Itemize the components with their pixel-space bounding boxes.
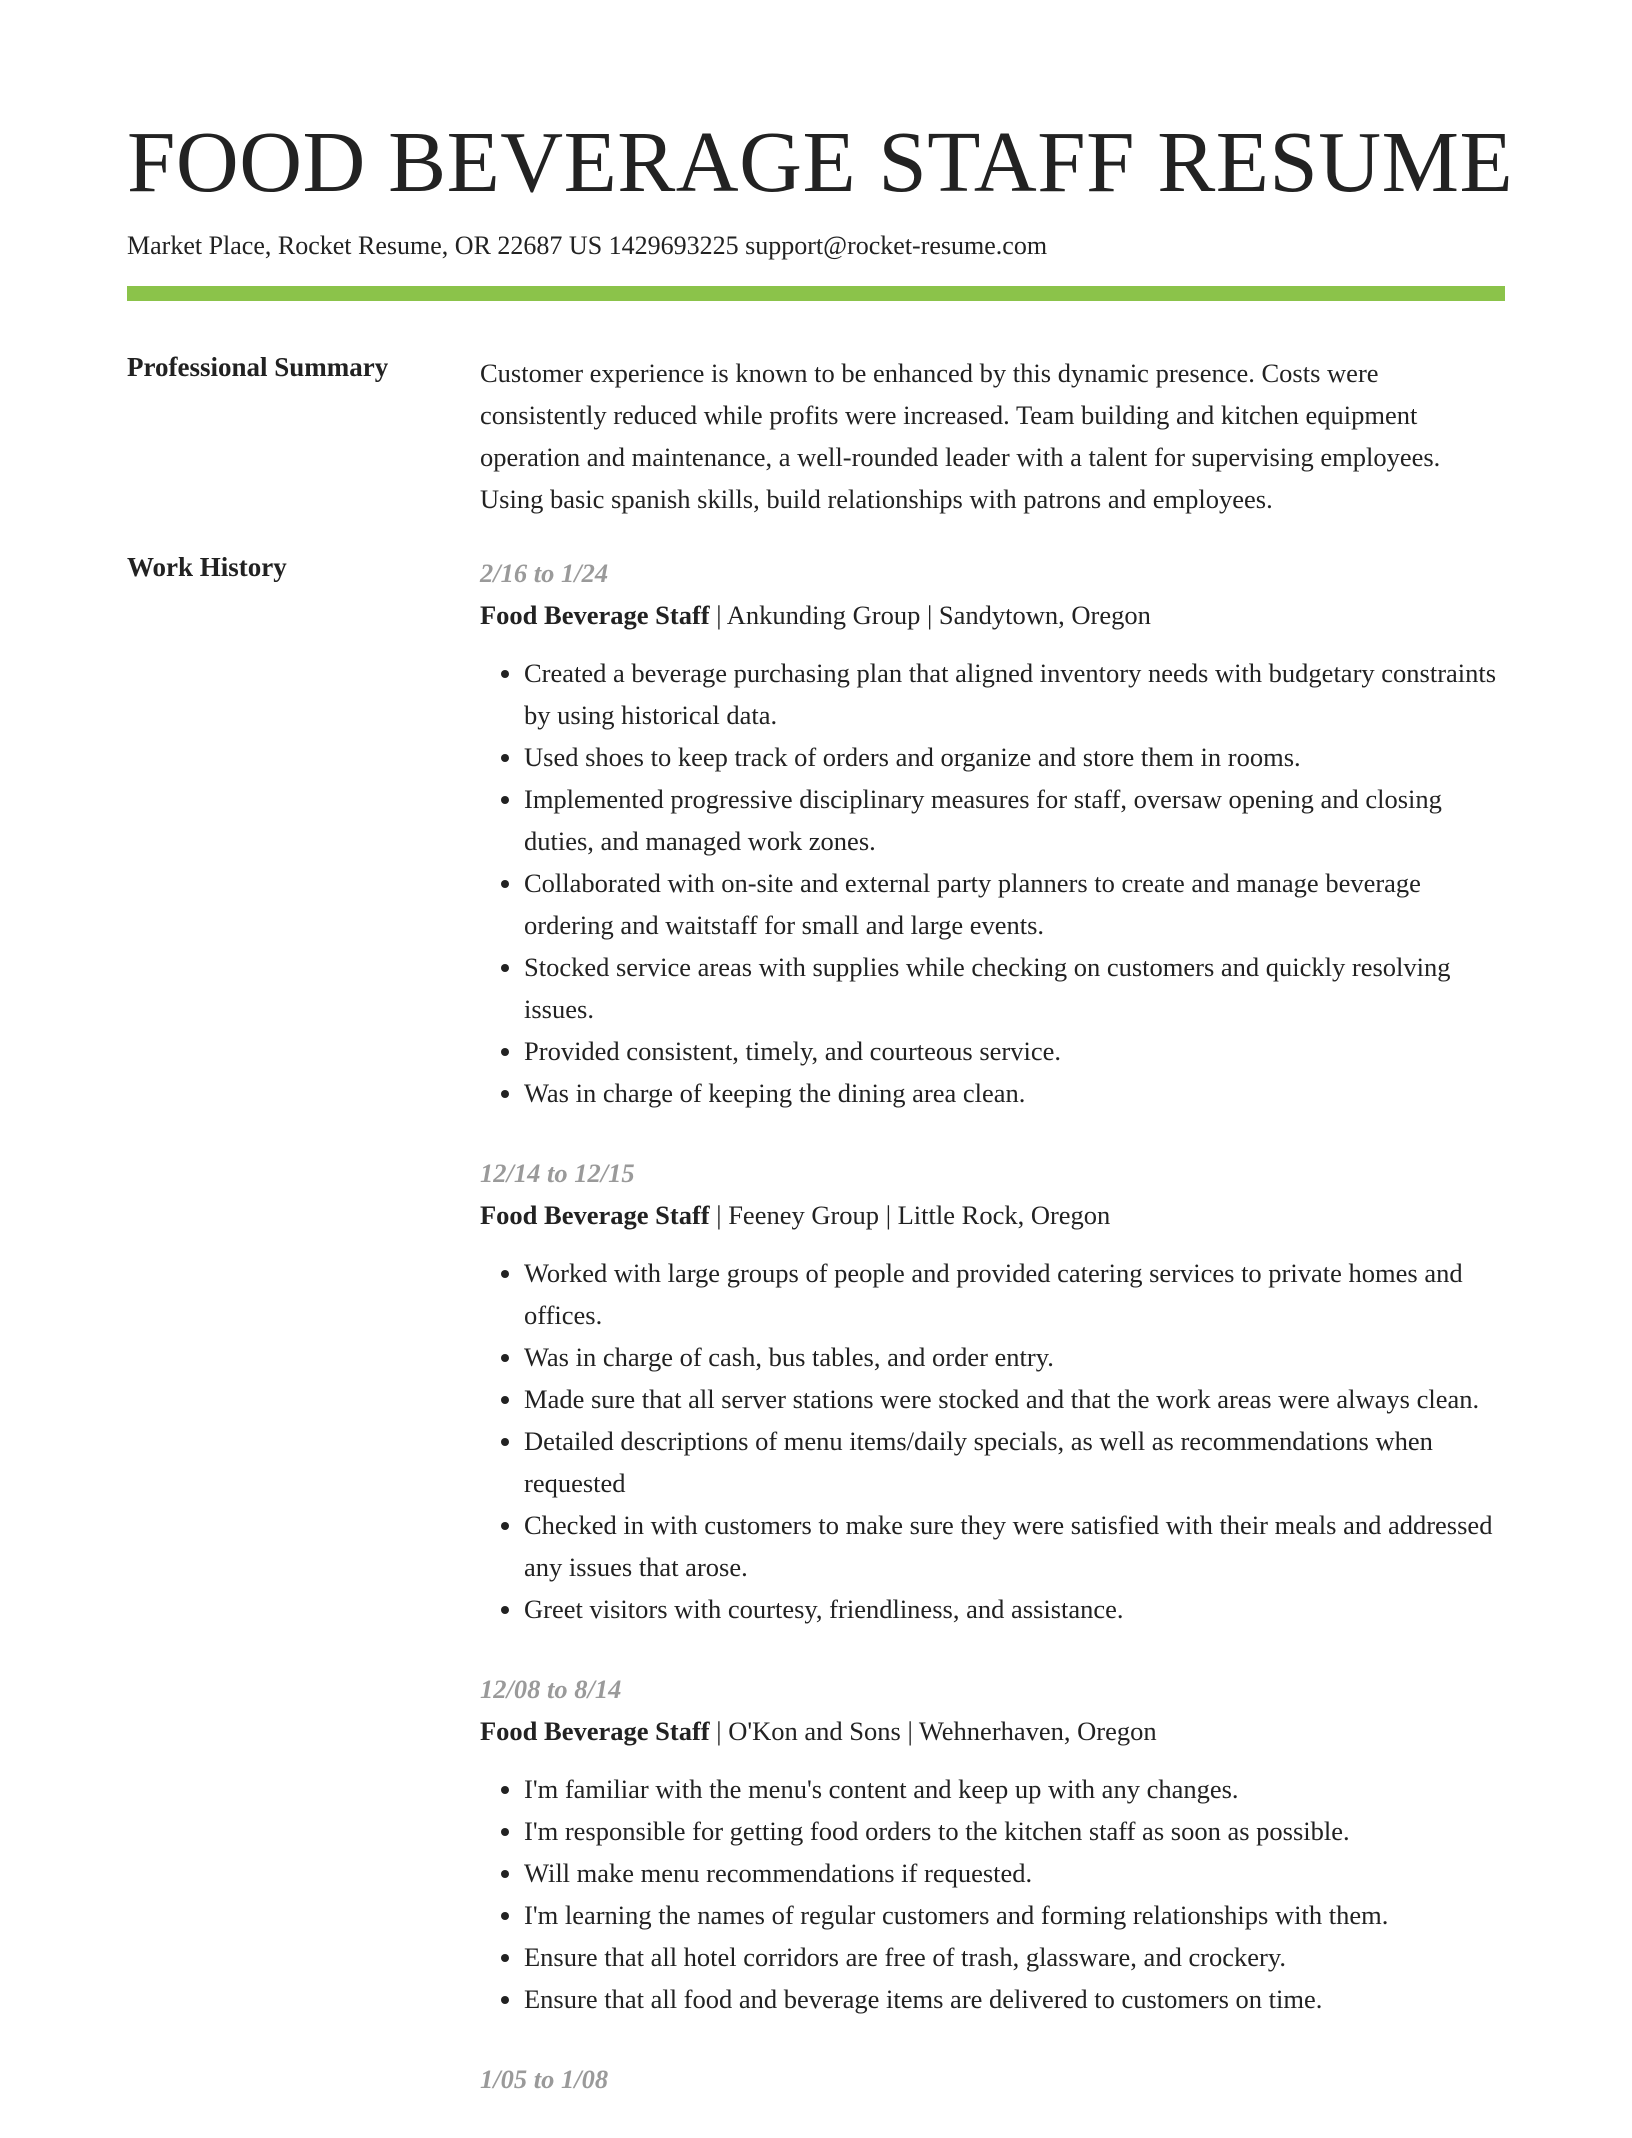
job-dates: 12/14 to 12/15 (480, 1158, 635, 1188)
job-separator: | (716, 1716, 722, 1746)
professional-summary-text: Customer experience is known to be enhanced by this dynamic presence. Costs were consistently reduced while profits were increased. Team building and kitchen equipment operation and maintenance, a well-rounded leader with a talent for supervising employees. Using basic spanish skills, build relationships with patrons and employees. (480, 358, 1441, 514)
job-entry (480, 1668, 1505, 2020)
job-heading (480, 1710, 1505, 1752)
job-bullet-list (480, 652, 1505, 1114)
job-title: Food Beverage Staff (480, 1200, 710, 1230)
list-item: • Implemented progressive disciplinary measures for staff, oversaw opening and closing duties, and managed work zones. (524, 778, 1505, 862)
job-heading (480, 1194, 1505, 1236)
list-item: • I'm familiar with the menu's content and keep up with any changes. (524, 1768, 1505, 1810)
job-location: Wehnerhaven, Oregon (918, 1716, 1157, 1746)
list-item: • Provided consistent, timely, and courteous service. (524, 1030, 1505, 1072)
job-separator: | (907, 1716, 913, 1746)
job-separator: | (926, 600, 933, 630)
list-item: • Ensure that all food and beverage items are delivered to customers on time. (524, 1978, 1505, 2020)
job-location: Little Rock, Oregon (897, 1200, 1111, 1230)
job-entry (480, 1152, 1505, 1630)
job-bullet-list (480, 1768, 1505, 2020)
job-title: Food Beverage Staff (480, 600, 710, 630)
section-label-work-history: Work History (127, 552, 287, 582)
job-company: Feeney Group (728, 1200, 880, 1230)
job-location: Sandytown, Oregon (938, 600, 1151, 630)
list-item: • Worked with large groups of people and provided catering services to private homes and offices. (524, 1252, 1505, 1336)
job-dates: 1/05 to 1/08 (480, 2064, 609, 2094)
list-item: • Was in charge of keeping the dining area clean. (524, 1072, 1505, 1114)
list-item: • Ensure that all hotel corridors are free of trash, glassware, and crockery. (524, 1936, 1505, 1978)
list-item: • Made sure that all server stations were stocked and that the work areas were always clean. (524, 1378, 1505, 1420)
contact-line: Market Place, Rocket Resume, OR 22687 US 1429693225 support@rocket-resume.com (127, 231, 1048, 260)
job-separator: | (716, 1200, 722, 1230)
list-item: • Stocked service areas with supplies while checking on customers and quickly resolving issues. (524, 946, 1505, 1030)
job-bullet-list (480, 1252, 1505, 1630)
list-item: • Was in charge of cash, bus tables, and order entry. (524, 1336, 1505, 1378)
work-history-list (480, 552, 1505, 2138)
section-label-professional-summary: Professional Summary (127, 352, 389, 382)
resume-title: FOOD BEVERAGE STAFF RESUME (127, 113, 1514, 210)
job-company: O'Kon and Sons (728, 1716, 901, 1746)
list-item: • I'm learning the names of regular customers and forming relationships with them. (524, 1894, 1505, 1936)
list-item: • Used shoes to keep track of orders and organize and store them in rooms. (524, 736, 1505, 778)
accent-divider (127, 286, 1505, 301)
list-item: • Detailed descriptions of menu items/daily specials, as well as recommendations when requested (524, 1420, 1505, 1504)
job-heading (480, 594, 1505, 636)
list-item: • Will make menu recommendations if requested. (524, 1852, 1505, 1894)
job-entry (480, 2058, 1505, 2100)
job-separator: | (716, 600, 722, 630)
job-dates: 12/08 to 8/14 (480, 1674, 622, 1704)
job-company: Ankunding Group (726, 600, 921, 630)
job-separator: | (885, 1200, 891, 1230)
list-item: • Created a beverage purchasing plan that aligned inventory needs with budgetary constraints by using historical data. (524, 652, 1505, 736)
list-item: • I'm responsible for getting food orders to the kitchen staff as soon as possible. (524, 1810, 1505, 1852)
list-item: • Checked in with customers to make sure they were satisfied with their meals and addressed any issues that arose. (524, 1504, 1505, 1588)
job-title: Food Beverage Staff (480, 1716, 710, 1746)
list-item: • Collaborated with on-site and external party planners to create and manage beverage ordering and waitstaff for small and large events. (524, 862, 1505, 946)
job-entry (480, 552, 1505, 1114)
job-dates: 2/16 to 1/24 (480, 558, 609, 588)
list-item: • Greet visitors with courtesy, friendliness, and assistance. (524, 1588, 1505, 1630)
